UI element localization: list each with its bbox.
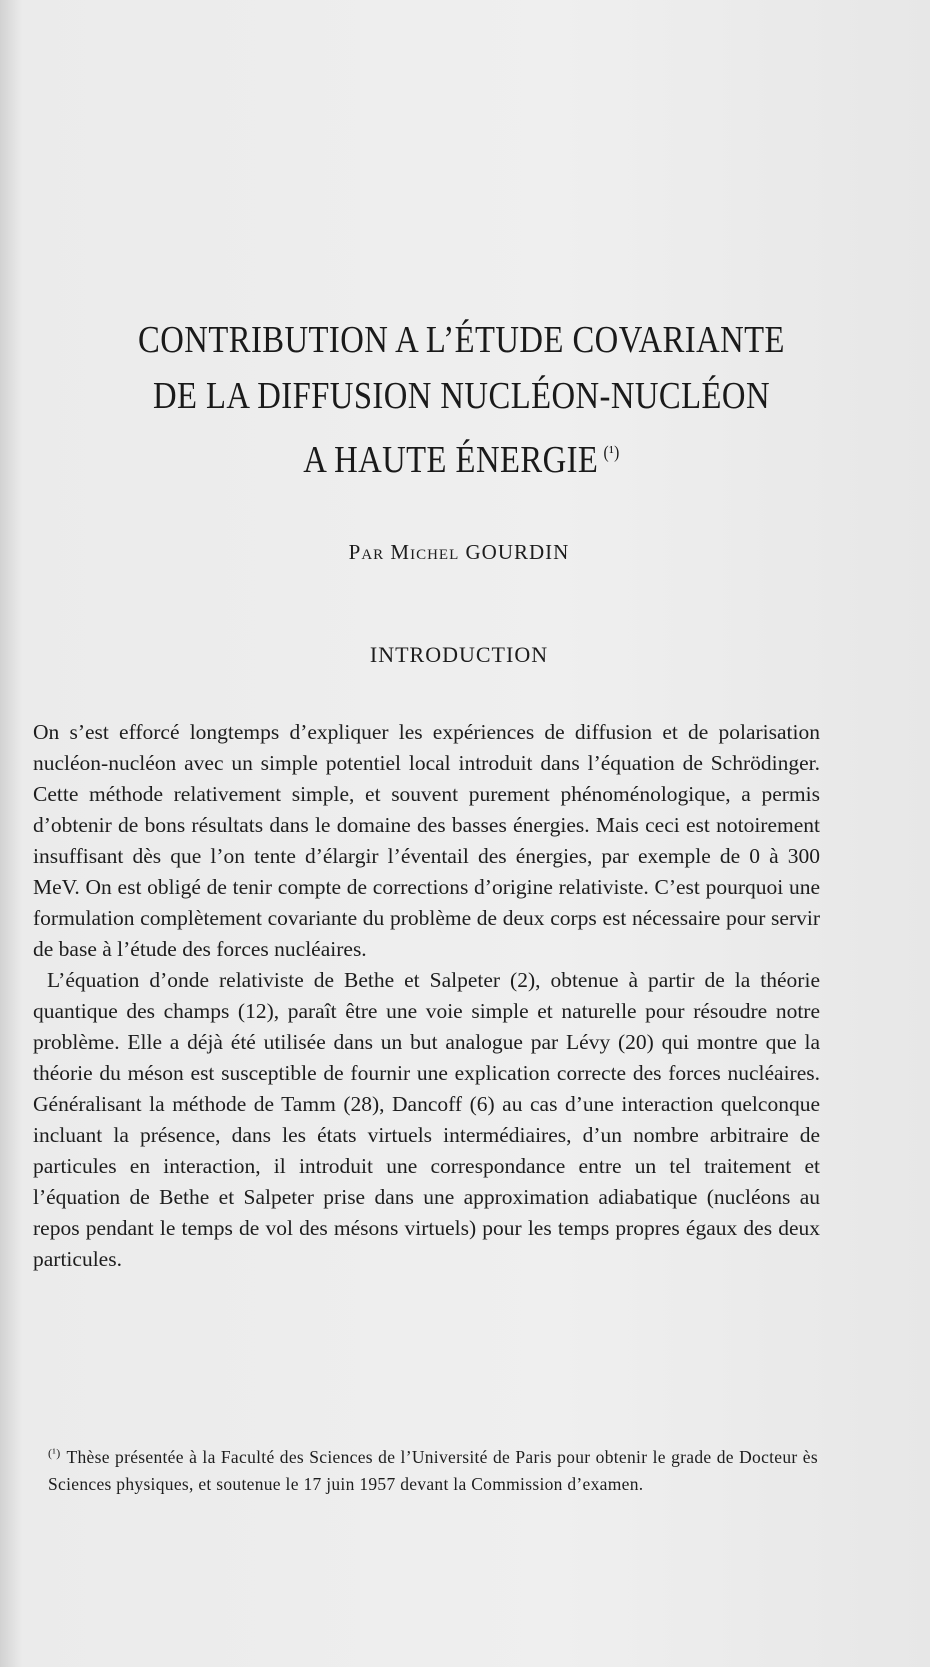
footnote-mark: (¹)	[48, 1446, 61, 1460]
title-footnote-ref[interactable]: (¹)	[603, 442, 620, 462]
author-name: GOURDIN	[465, 540, 570, 564]
title-line-3-wrapper	[62, 424, 862, 488]
author-line	[0, 540, 924, 565]
title-line-3: A HAUTE ÉNERGIE	[303, 439, 599, 481]
paragraph-2: L’équation d’onde relativiste de Bethe et Salpeter (2), obtenue à partir de la théorie quantique des champs (12), paraît être une voie simple et naturelle pour résoudre notre problème. Elle a déjà été utilisée dans un but analogue par Lévy (20) qui montre que la théorie du méson est susceptible de fournir une explication correcte des forces nucléaires. Généralisant la méthode de Tamm (28), Dancoff (6) au cas d’une interaction quelconque incluant la présence, dans les états virtuels intermédiaires, d’un nombre arbitraire de particules en interaction, il introduit une correspondance entre un tel traitement et l’équation de Bethe et Salpeter prise dans une approximation adiabatique (nucléons au repos pendant le temps de vol des mésons virtuels) pour les temps propres égaux des deux particules.	[33, 968, 820, 1271]
paragraph-1: On s’est efforcé longtemps d’expliquer les expériences de diffusion et de polarisation nucléon-nucléon avec un simple potentiel local introduit dans l’équation de Schrödinger. Cette méthode relativement simple, et souvent purement phénoménologique, a permis d’obtenir de bons résultats dans le domaine des basses énergies. Mais ceci est notoirement insuffisant dès que l’on tente d’élargir l’éventail des énergies, par exemple de 0 à 300 MeV. On est obligé de tenir compte de corrections d’origine relativiste. C’est pourquoi une formulation complètement covariante du problème de deux corps est nécessaire pour servir de base à l’étude des forces nucléaires.	[33, 720, 820, 961]
footnote-text: Thèse présentée à la Faculté des Sciences de l’Université de Paris pour obtenir le grade de Docteur ès Sciences physiques, et soutenue le 17 juin 1957 devant la Commission d’examen.	[48, 1447, 818, 1494]
section-heading: INTRODUCTION	[369, 642, 549, 667]
body-text	[33, 717, 820, 1275]
title-line-1: CONTRIBUTION A L’ÉTUDE COVARIANTE	[138, 319, 785, 361]
footnote	[48, 1440, 818, 1498]
title-line-2: DE LA DIFFUSION NUCLÉON-NUCLÉON	[153, 375, 770, 417]
paper-title	[62, 312, 862, 488]
author-prefix: Par Michel	[348, 540, 460, 564]
